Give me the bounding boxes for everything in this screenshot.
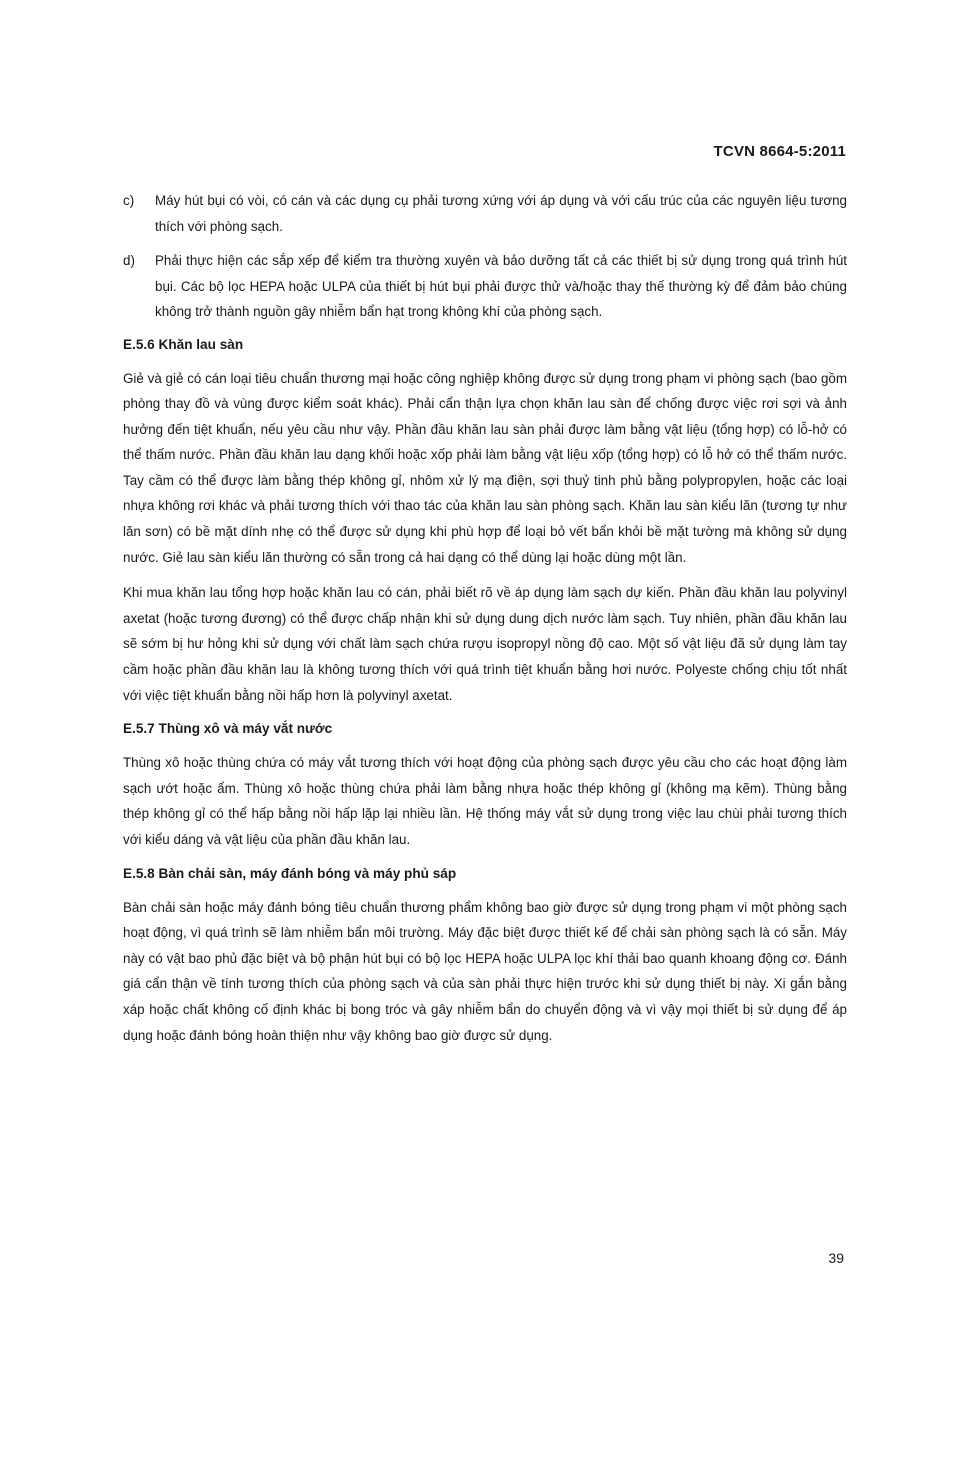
list-marker: d) xyxy=(123,253,135,268)
section-heading-e58: E.5.8 Bàn chải sàn, máy đánh bóng và máy phủ sáp xyxy=(123,865,457,881)
list-item-d xyxy=(123,248,847,325)
document-code: TCVN 8664-5:2011 xyxy=(713,143,846,160)
paragraph: Thùng xô hoặc thùng chứa có máy vắt tương thích với hoạt động của phòng sạch được yêu cầu cho các hoạt động làm sạch ướt hoặc ẩm. Thùng xô hoặc thùng chứa phải làm bằng nhựa hoặc thép không gỉ (không mạ kẽm). Thùng bằng thép không gỉ có thể hấp bằng nồi hấp lặp lại nhiều lần. Hệ thống máy vắt sử dụng trong việc lau chùi phải tương thích với kiểu dáng và vật liệu của phần đầu khăn lau. xyxy=(123,755,847,847)
list-marker: c) xyxy=(123,193,135,208)
paragraph: Bàn chải sàn hoặc máy đánh bóng tiêu chuẩn thương phẩm không bao giờ được sử dụng trong phạm vi một phòng sạch hoạt động, vì quá trình sẽ làm nhiễm bẩn môi trường. Máy đặc biệt được thiết kế để chải sàn phòng sạch là có sẵn. Máy này có vật bao phủ đặc biệt và bộ phận hút bụi có bộ lọc HEPA hoặc ULPA lọc khí thải bao quanh khoang động cơ. Đánh giá cẩn thận về tính tương thích của phòng sạch và của sàn phải thực hiện trước khi sử dụng thiết bị này. Xi gắn bằng xáp hoặc chất không cố định khác bị bong tróc và gây nhiễm bẩn do chuyển động và vì vậy mọi thiết bị sử dụng để áp dụng hoặc đánh bóng hoàn thiện như vậy không bao giờ được sử dụng. xyxy=(123,899,847,1043)
list-item-text: Máy hút bụi có vòi, có cán và các dụng cụ phải tương xứng với áp dụng và với cấu trúc của các nguyên liệu tương thích với phòng sạch. xyxy=(155,193,847,234)
paragraph: Khi mua khăn lau tổng hợp hoặc khăn lau có cán, phải biết rõ về áp dụng làm sạch dự kiến. Phần đầu khăn lau polyvinyl axetat (hoặc tương đương) có thể được chấp nhận khi sử dụng dung dịch nước làm sạch. Tuy nhiên, phần đầu khăn lau sẽ sớm bị hư hỏng khi sử dụng với chất làm sạch chứa rượu isopropyl nồng độ cao. Một số vật liệu đã sử dụng làm tay cầm hoặc phần đầu khăn lau là không tương thích với quá trình tiệt khuẩn bằng hơi nước. Polyeste chống chịu tốt nhất với việc tiệt khuẩn bằng nồi hấp hơn là polyvinyl axetat. xyxy=(123,585,847,703)
document-body xyxy=(123,188,847,1058)
page-number: 39 xyxy=(828,1250,844,1266)
list-item-c xyxy=(123,188,847,239)
list-item-text: Phải thực hiện các sắp xếp để kiểm tra thường xuyên và bảo dưỡng tất cả các thiết bị sử dụng trong quá trình hút bụi. Các bộ lọc HEPA hoặc ULPA của thiết bị hút bụi phải được thử và/hoặc thay thế thường kỳ để đảm bảo chúng không trở thành nguồn gây nhiễm bẩn hạt trong không khí của phòng sạch. xyxy=(155,253,847,319)
paragraph: Giẻ và giẻ có cán loại tiêu chuẩn thương mại hoặc công nghiệp không được sử dụng trong phạm vi phòng sạch (bao gồm phòng thay đồ và vùng được kiểm soát khác). Phải cẩn thận lựa chọn khăn lau sàn để chống được việc rơi sợi và ảnh hưởng đến tiệt khuẩn, nếu yêu cầu như vậy. Phần đầu khăn lau sàn phải được làm bằng vật liệu (tổng hợp) có lỗ-hở có thể thấm nước. Phần đầu khăn lau dạng khối hoặc xốp phải làm bằng vật liệu xốp (tổng hợp) có lỗ hở có thể thấm nước. Tay cầm có thể được làm bằng thép không gỉ, nhôm xử lý mạ điện, sợi thuỷ tinh phủ bằng polypropylen, hoặc các loại nhựa không rơi khác và phải tương thích với thao tác của khăn lau sàn phòng sạch. Khăn lau sàn kiểu lăn (tương tự như lăn sơn) có bề mặt dính nhẹ có thể được sử dụng khi phù hợp để loại bỏ vết bẩn khỏi bề mặt tường mà không sử dụng nước. Giẻ lau sàn kiểu lăn thường có sẵn trong cả hai dạng có thể dùng lại hoặc dùng một lần. xyxy=(123,370,847,565)
section-heading-e57: E.5.7 Thùng xô và máy vắt nước xyxy=(123,721,333,737)
section-heading-e56: E.5.6 Khăn lau sàn xyxy=(123,336,244,352)
